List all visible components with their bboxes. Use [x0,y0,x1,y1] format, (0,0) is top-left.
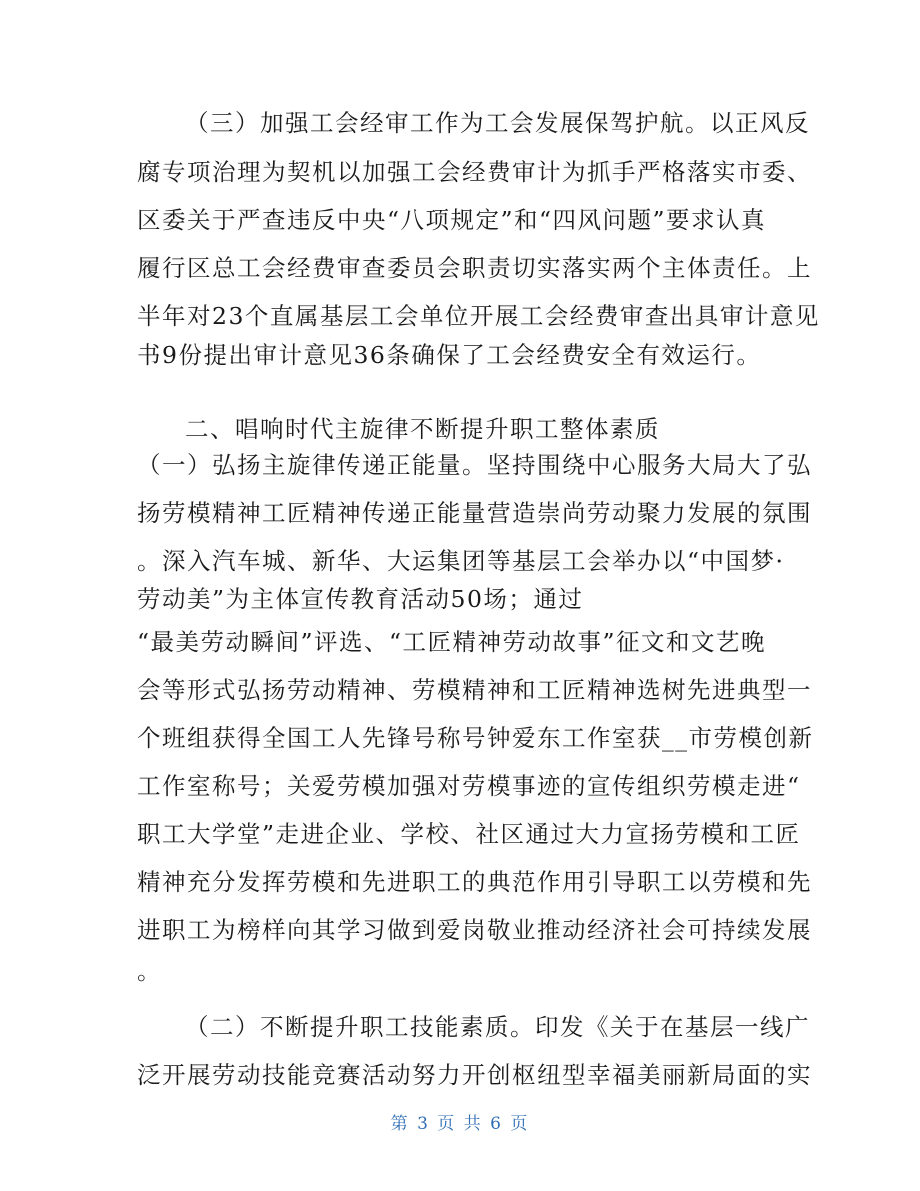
text-line-4: 履行区总工会经费审查委员会职责切实落实两个主体责任。上 [137,254,812,282]
text-line-17: 精神充分发挥劳模和先进职工的典范作用引导职工以劳模和先 [137,868,812,896]
text-line-10: 。深入汽车城、新华、大运集团等基层工会举办以“中国梦· [137,547,785,575]
text-line-9: 扬劳模精神工匠精神传递正能量营造崇尚劳动聚力发展的氛围 [137,499,812,527]
text-line-14: 个班组获得全国工人先锋号称号钟爱东工作室获__市劳模创新 [137,724,814,752]
text-line-3: 区委关于严查违反中央“八项规定”和“四风问题”要求认真 [137,206,767,234]
text-line-11: 劳动美”为主体宣传教育活动50场；通过 [137,585,584,613]
page-number-footer: 第 3 页 共 6 页 [390,1114,530,1134]
text-line-20: （二）不断提升职工技能素质。印发《关于在基层一线广 [185,1013,810,1041]
text-line-19: 。 [137,957,162,985]
text-line-21: 泛开展劳动技能竞赛活动努力开创枢纽型幸福美丽新局面的实 [137,1061,812,1089]
text-line-13: 会等形式弘扬劳动精神、劳模精神和工匠精神选树先进典型一 [137,676,812,704]
text-line-12: “最美劳动瞬间”评选、“工匠精神劳动故事”征文和文艺晚 [137,628,767,656]
text-line-2: 腐专项治理为契机以加强工会经费审计为抓手严格落实市委、 [137,158,812,186]
section-heading: 二、唱响时代主旋律不断提升职工整体素质 [185,415,660,443]
text-line-8: （一）弘扬主旋律传递正能量。坚持围绕中心服务大局大了弘 [137,451,812,479]
text-line-6: 书9份提出审计意见36条确保了工会经费安全有效运行。 [137,341,762,369]
text-line-5: 半年对23个直属基层工会单位开展工会经费审查出具审计意见 [137,302,820,330]
text-line-18: 进职工为榜样向其学习做到爱岗敬业推动经济社会可持续发展 [137,916,812,944]
text-line-1: （三）加强工会经审工作为工会发展保驾护航。以正风反 [185,109,810,137]
text-line-15: 工作室称号；关爱劳模加强对劳模事迹的宣传组织劳模走进“ [137,772,801,800]
text-line-16: 职工大学堂”走进企业、学校、社区通过大力宣扬劳模和工匠 [137,820,801,848]
